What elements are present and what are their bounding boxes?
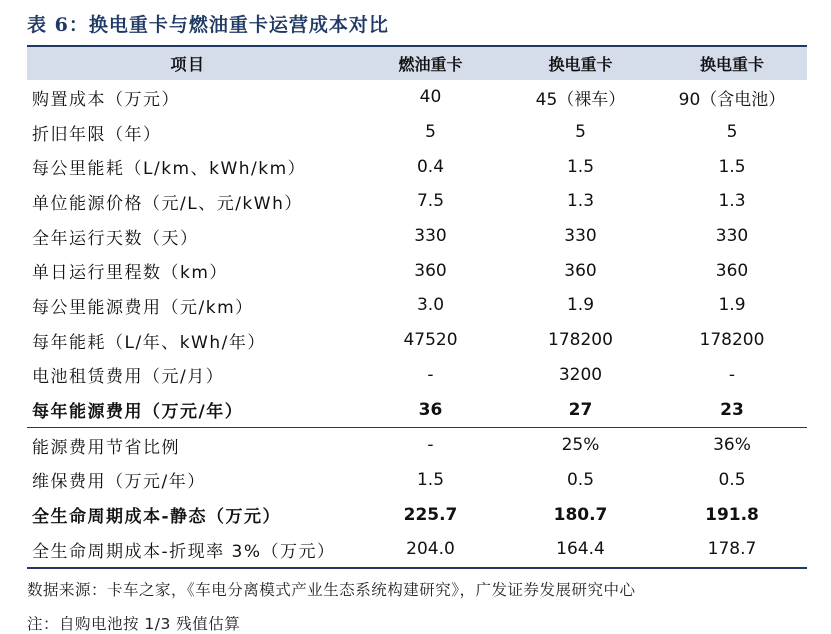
table-row [27, 80, 807, 115]
row-label: 购置成本（万元） [32, 89, 180, 110]
cell-fuel: 40 [419, 87, 442, 108]
cell-swap-bare: 0.5 [566, 469, 595, 490]
table-row [27, 358, 807, 393]
cost-comparison-table [27, 45, 807, 569]
cell-fuel: 0.4 [416, 156, 445, 177]
table-row [27, 532, 807, 567]
cell-swap-bare: 164.4 [556, 539, 605, 560]
cell-swap-battery: 1.5 [718, 156, 746, 177]
table-row [27, 323, 807, 358]
table-header-row [27, 47, 807, 80]
cell-swap-bare: 5 [575, 122, 586, 143]
table-row [27, 184, 807, 219]
cell-fuel: - [427, 435, 434, 456]
footnote: 注：自购电池按 1/3 残值估算 [27, 615, 241, 633]
cell-swap-bare: 45（裸车） [535, 89, 626, 110]
cell-swap-battery: 191.8 [705, 504, 759, 525]
cell-fuel: 1.5 [416, 469, 445, 490]
cell-fuel: 225.7 [403, 504, 458, 525]
cell-swap-bare: 360 [564, 260, 597, 281]
row-label: 折旧年限（年） [32, 124, 162, 145]
row-label: 每年能源费用（万元/年） [32, 402, 244, 423]
cell-swap-bare: 180.7 [553, 504, 608, 525]
table-row [27, 497, 807, 532]
header-swap-truck-bare: 换电重卡 [548, 55, 613, 74]
cell-swap-bare: 1.3 [566, 191, 595, 212]
cell-swap-bare: 178200 [548, 330, 613, 351]
cell-swap-battery: 1.9 [718, 295, 746, 316]
table-row [27, 463, 807, 498]
cell-swap-battery: 1.3 [718, 191, 746, 212]
cell-swap-battery: 330 [715, 226, 749, 247]
cell-swap-battery: 90（含电池） [678, 89, 786, 110]
cell-fuel: - [427, 364, 434, 385]
source-note: 数据来源：卡车之家，《车电分离模式产业生态系统构建研究》，广发证券发展研究中心 [27, 581, 636, 599]
row-label: 电池租赁费用（元/月） [32, 367, 225, 388]
header-swap-truck-battery: 换电重卡 [699, 55, 764, 74]
cell-swap-battery: 23 [720, 399, 744, 420]
cell-swap-battery: 36% [713, 435, 751, 456]
cell-fuel: 360 [414, 260, 447, 281]
cell-fuel: 330 [414, 226, 447, 247]
table-row [27, 149, 807, 184]
cell-fuel: 7.5 [416, 191, 445, 212]
cell-swap-bare: 25% [561, 435, 600, 456]
cell-swap-bare: 3200 [558, 364, 603, 385]
table-row [27, 253, 807, 288]
table-row [27, 427, 807, 463]
cell-fuel: 3.0 [416, 295, 445, 316]
cell-swap-battery: 178200 [699, 330, 765, 351]
cell-swap-bare: 1.5 [566, 156, 595, 177]
cell-swap-bare: 27 [568, 399, 593, 420]
table-row [27, 288, 807, 323]
cell-fuel: 36 [418, 399, 443, 420]
row-label: 单位能源价格（元/L、元/kWh） [32, 193, 303, 214]
cell-swap-battery: - [728, 364, 736, 385]
cell-swap-battery: 0.5 [718, 469, 746, 490]
cell-fuel: 5 [425, 122, 436, 143]
table-title: 表 6：换电重卡与燃油重卡运营成本对比 [27, 14, 389, 36]
header-item: 项目 [170, 55, 206, 74]
cell-swap-battery: 5 [726, 122, 738, 143]
row-label: 单日运行里程数（km） [32, 263, 228, 284]
header-fuel-truck: 燃油重卡 [398, 55, 463, 74]
cell-swap-bare: 330 [564, 226, 597, 247]
table-row [27, 219, 807, 254]
cell-swap-battery: 178.7 [707, 539, 757, 560]
cell-swap-battery: 360 [715, 260, 749, 281]
row-label: 全生命周期成本-折现率 3%（万元） [32, 541, 336, 562]
table-row [27, 115, 807, 150]
row-label: 每公里能耗（L/km、kWh/km） [32, 159, 307, 180]
cell-swap-bare: 1.9 [566, 295, 595, 316]
table-row [27, 392, 807, 427]
row-label: 全年运行天数（天） [32, 228, 199, 249]
row-label: 维保费用（万元/年） [32, 472, 206, 493]
cell-fuel: 47520 [403, 330, 458, 351]
row-label: 全生命周期成本-静态（万元） [32, 507, 282, 528]
cell-fuel: 204.0 [406, 539, 455, 560]
row-label: 能源费用节省比例 [32, 437, 180, 458]
row-label: 每年能耗（L/年、kWh/年） [32, 332, 266, 353]
row-label: 每公里能源费用（元/km） [32, 297, 254, 318]
